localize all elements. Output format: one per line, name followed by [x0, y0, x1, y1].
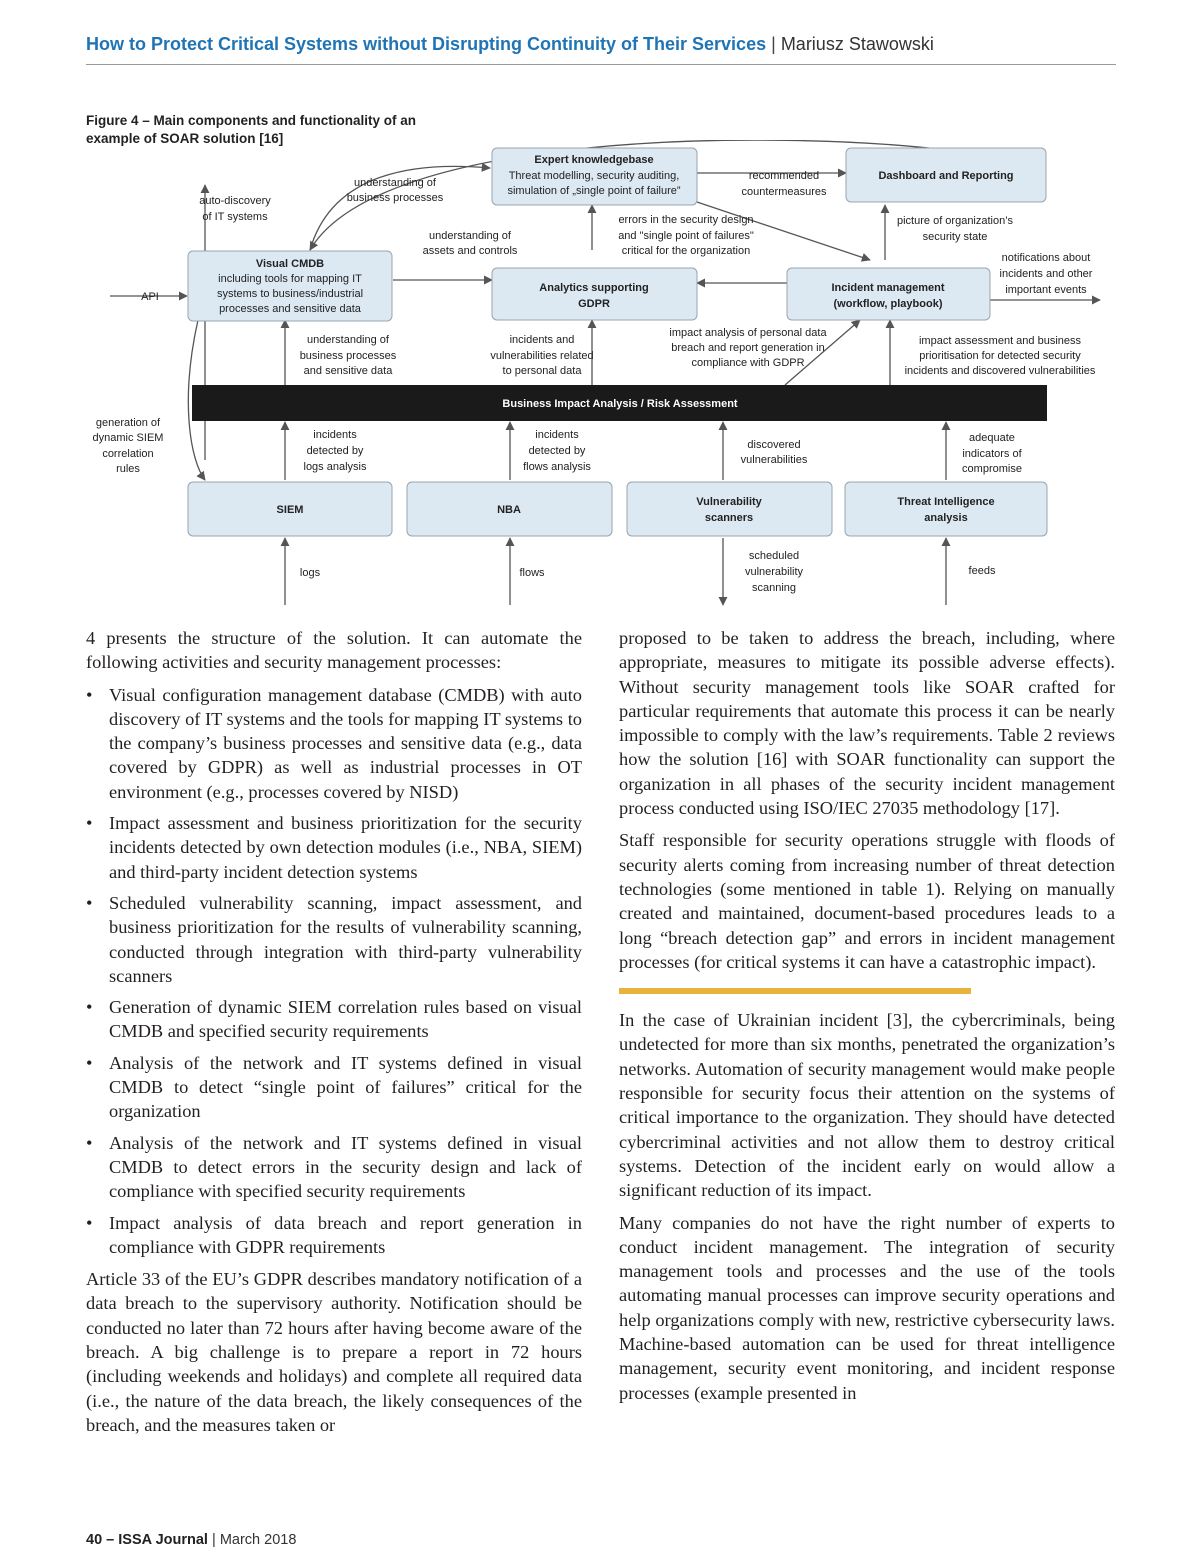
label-picture: picture of organization’s	[897, 215, 1013, 227]
label-understanding-ac: understanding of	[429, 230, 511, 242]
label-impact-bp: incidents and discovered vulnerabilities	[904, 365, 1096, 377]
svg-text:Business Impact Analysis / Ris: Business Impact Analysis / Risk Assessment	[502, 398, 738, 410]
label-understanding-bp: understanding of	[354, 177, 436, 189]
article-author: Mariusz Stawowski	[780, 34, 934, 54]
box-expert-knowledgebase	[492, 148, 697, 205]
label-notifications: important events	[1005, 284, 1087, 296]
box-dashboard-reporting	[846, 148, 1046, 202]
label-api: API	[141, 291, 159, 303]
list-item: • Analysis of the network and IT systems defined in visual CMDB to detect errors in the security design and lack of compliance with specified security requirements	[86, 1132, 582, 1202]
label-impact-bp: prioritisation for detected security	[919, 350, 1081, 362]
label-generation: generation of	[95, 417, 161, 429]
experts-paragraph: Many companies do not have the right number of experts to conduct incident management. The integration of security management tools and processes and the use of the tools automating manual processes can improve security operations and help organizations comply with new, restrictive cybersecurity laws. Machine-based automation can be used for threat intelligence management, security event monitoring, and incident response processes (example presented in	[619, 1212, 1115, 1403]
label-auto-discovery: auto-discovery	[199, 195, 271, 207]
label-notifications: notifications about	[1001, 252, 1091, 264]
footer-date: March 2018	[219, 1532, 297, 1548]
label-impact-pd: impact analysis of personal data	[669, 327, 827, 339]
label-inc-vuln: to personal data	[502, 365, 582, 377]
label-inc-vuln: vulnerabilities related	[490, 350, 594, 362]
label-inc-logs: logs analysis	[303, 461, 367, 473]
label-ubp-sd: understanding of	[307, 334, 389, 346]
list-item: • Generation of dynamic SIEM correlation rules based on visual CMDB and specified security requirements	[86, 997, 582, 1042]
article-33-paragraph: Article 33 of the EU’s GDPR describes mandatory notification of a data breach to the supervisory authority. Notification should be conducted no later than 72 hours after having become aware of the breach. A big challenge is to prepare a report in 72 hours (including weekends and holidays) and complete all required data (i.e., the nature of the data breach, the likely consequences of the breach, and the measures taken or	[86, 1269, 582, 1435]
list-item: • Impact analysis of data breach and report generation in compliance with GDPR requirements	[86, 1212, 582, 1257]
svg-text:Visual CMDB: Visual CMDB	[255, 258, 325, 270]
bar-business-impact	[192, 385, 1047, 421]
label-adequate: compromise	[962, 463, 1022, 475]
ukrainian-incident-paragraph: In the case of Ukrainian incident [3], the cybercriminals, being undetected for more than six months, penetrated the organization’s networks. Automation of security management would make people responsible for security focus their attention on the systems of critical importance to the organization. They should have detected cybercriminal activities and not allow them to destroy critical systems. Detection of the incident early on would allow a significant reduction of its impact.	[619, 1010, 1115, 1201]
label-scheduled: vulnerability	[744, 566, 804, 578]
box-vulnerability-scanners	[627, 482, 832, 536]
box-threat-intelligence	[845, 482, 1047, 536]
svg-text:simulation of „single point of: simulation of „single point of failure”	[507, 185, 681, 197]
soar-diagram	[80, 140, 1120, 610]
label-flows: flows	[519, 567, 545, 579]
svg-text:Threat modelling, security aud: Threat modelling, security auditing,	[508, 170, 680, 182]
label-impact-pd: breach and report generation in	[671, 342, 825, 354]
label-auto-discovery: of IT systems	[202, 211, 268, 223]
page-footer	[86, 1532, 296, 1548]
label-scheduled: scheduled	[748, 550, 800, 562]
section-divider	[619, 988, 971, 994]
svg-text:Dashboard and Reporting: Dashboard and Reporting	[878, 170, 1014, 182]
label-scheduled: scanning	[751, 582, 797, 594]
svg-text:NBA: NBA	[497, 504, 521, 516]
list-item: • Impact assessment and business prioritization for the security incidents detected by own detection modules (i.e., NBA, SIEM) and third-party incident detection systems	[86, 813, 582, 882]
label-notifications: incidents and other	[999, 268, 1093, 280]
box-nba	[407, 482, 612, 536]
label-impact-pd: compliance with GDPR	[691, 357, 805, 369]
label-errors: and "single point of failures"	[618, 230, 754, 242]
list-item: • Visual configuration management database (CMDB) with auto discovery of IT systems and the tools for mapping IT systems to the company’s business processes and sensitive data (e.g., data covered by GDPR) as well as industrial processes in OT environment (e.g., processes covered by NISD)	[86, 684, 582, 802]
label-generation: rules	[116, 463, 140, 475]
bullet-icon: •	[86, 997, 93, 1018]
header-rule	[86, 64, 1116, 65]
svg-text:(workflow, playbook): (workflow, playbook)	[833, 298, 943, 310]
intro-paragraph: 4 presents the structure of the solution. It can automate the following activities and security management processes:	[86, 628, 582, 673]
label-inc-logs: incidents	[313, 429, 357, 441]
svg-text:Threat Intelligence: Threat Intelligence	[897, 496, 995, 508]
bullet-icon: •	[86, 684, 93, 705]
label-recommended: countermeasures	[741, 186, 827, 198]
label-understanding-bp: business processes	[346, 192, 444, 204]
svg-text:analysis: analysis	[924, 512, 968, 524]
header-separator: |	[771, 34, 776, 54]
label-generation: dynamic SIEM	[92, 432, 164, 444]
label-ubp-sd: business processes	[299, 350, 397, 362]
label-understanding-ac: assets and controls	[422, 245, 518, 257]
label-inc-flows: incidents	[535, 429, 579, 441]
running-header	[86, 34, 1116, 55]
label-errors: critical for the organization	[621, 245, 751, 257]
breach-paragraph: proposed to be taken to address the breach, including, where appropriate, measures to mitigate its possible adverse effects). Without security management tools like SOAR crafted for particular requirements that automate this process it can be nearly impossible to comply with the law’s requirements. Table 2 reviews how the solution [16] with SOAR functionality can support the organization in all phases of the security incident management process conducted using ISO/IEC 27035 methodology [17].	[619, 628, 1115, 819]
bullet-icon: •	[86, 1132, 93, 1153]
svg-text:Expert knowledgebase: Expert knowledgebase	[534, 154, 654, 166]
article-title: How to Protect Critical Systems without Disrupting Continuity of Their Services	[86, 34, 767, 54]
left-column	[86, 626, 582, 1445]
label-adequate: indicators of	[962, 448, 1022, 460]
svg-text:Vulnerability: Vulnerability	[696, 496, 762, 508]
bullet-icon: •	[86, 1052, 93, 1073]
box-siem	[188, 482, 392, 536]
footer-page-journal: 40 – ISSA Journal	[86, 1532, 208, 1548]
label-inc-vuln: incidents and	[509, 334, 575, 346]
box-analytics-gdpr	[492, 268, 697, 320]
label-feeds: feeds	[968, 565, 996, 577]
label-discovered: vulnerabilities	[740, 454, 808, 466]
list-item: • Analysis of the network and IT systems defined in visual CMDB to detect “single point of failures” critical for the organization	[86, 1052, 582, 1122]
svg-text:SIEM: SIEM	[276, 504, 304, 516]
label-adequate: adequate	[969, 432, 1015, 444]
bullet-icon: •	[86, 813, 93, 834]
label-logs: logs	[299, 567, 321, 579]
svg-text:including tools for mapping IT: including tools for mapping IT	[218, 273, 362, 285]
label-inc-flows: flows analysis	[523, 461, 591, 473]
label-inc-logs: detected by	[306, 445, 364, 457]
capabilities-list	[86, 683, 582, 1260]
box-incident-management	[787, 268, 990, 320]
right-column	[619, 626, 1115, 1413]
footer-separator: |	[212, 1532, 216, 1548]
label-picture: security state	[922, 231, 988, 243]
bullet-icon: •	[86, 1212, 93, 1233]
label-discovered: discovered	[747, 439, 801, 451]
label-errors: errors in the security design	[618, 214, 754, 226]
box-visual-cmdb	[188, 251, 392, 321]
label-impact-bp: impact assessment and business	[918, 335, 1082, 347]
svg-text:processes and sensitive data: processes and sensitive data	[219, 303, 361, 315]
figure-caption: Figure 4 – Main components and functionality of an example of SOAR solution [16]	[86, 113, 417, 146]
list-item: • Scheduled vulnerability scanning, impact assessment, and business prioritization for the results of vulnerability scanning, conducted through integration with third-party vulnerability scanners	[86, 892, 582, 986]
svg-text:systems to business/industrial: systems to business/industrial	[216, 288, 364, 300]
svg-text:Analytics supporting: Analytics supporting	[539, 282, 649, 294]
svg-text:GDPR: GDPR	[578, 298, 610, 310]
label-recommended: recommended	[748, 170, 820, 182]
label-generation: correlation	[102, 448, 154, 460]
staff-paragraph: Staff responsible for security operations struggle with floods of security alerts coming from increasing number of threat detection technologies (some mentioned in table 1). Relying on manually created and maintained, document-based procedures leads to a long “breach detection gap” and errors in incident management processes (for critical systems it can have a catastrophic impact).	[619, 830, 1115, 972]
label-ubp-sd: and sensitive data	[303, 365, 393, 377]
bullet-icon: •	[86, 892, 93, 913]
svg-text:scanners: scanners	[704, 512, 754, 524]
label-inc-flows: detected by	[528, 445, 586, 457]
svg-text:Incident management: Incident management	[831, 282, 945, 294]
